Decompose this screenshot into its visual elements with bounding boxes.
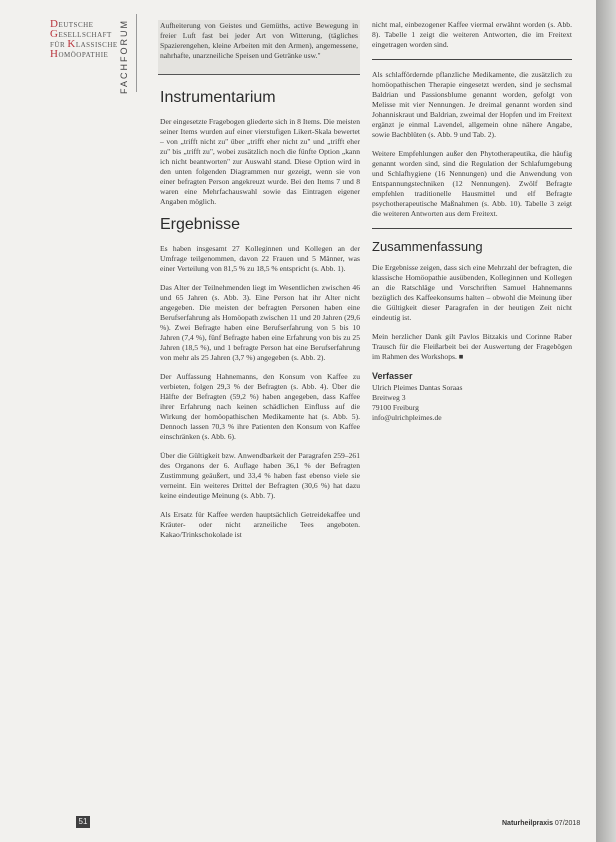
section-rubric: FACHFORUM (119, 19, 129, 94)
paragraph-acknowledgement: Mein herzlicher Dank gilt Pavlos Bitzakis und Corinne Raber Trausch für die Fleißarbeit bei der Auswertung der Fragebögen im Rahmen des Workshops. ■ (372, 332, 572, 361)
author-name: Ulrich Pleimes Dantas Soraas (372, 383, 463, 392)
horizontal-rule (372, 228, 572, 229)
column-left (160, 20, 360, 549)
scan-edge (596, 0, 616, 842)
vertical-divider (136, 14, 137, 92)
logo-initial-h: H (50, 48, 59, 60)
logo-line-3: LASSISCHE (75, 41, 118, 49)
page-number: 51 (76, 816, 90, 828)
author-email[interactable]: info@ulrichpleimes.de (372, 413, 442, 422)
logo-line-4: OMÖOPATHIE (58, 51, 109, 59)
logo-line-3-prefix: FÜR (50, 41, 68, 49)
logo-line-1: EUTSCHE (58, 21, 94, 29)
paragraph-right-1: nicht mal, einbezogener Kaffee viermal erwähnt worden (s. Abb. 8). Tabelle 1 zeigt die weiteren Antworten, die im Freitext eingetragen worden sind. (372, 20, 572, 49)
paragraph-ergebnisse-5: Als Ersatz für Kaffee werden hauptsächlich Getreidekaffee und Kräuter- oder nicht arzneiliche Tees angeboten. Kakao/Trinkschokolade ist (160, 510, 360, 539)
paragraph-right-3: Weitere Empfehlungen außer den Phytotherapeutika, die häufig genannt worden sind, sind die Regulation der Schlafumgebung und Schlafhygiene (16 Nennungen) und die Anwendung von Entspannungstechniken (12 Nennungen). Zwölf Befragte empfehlen traditionelle Hausmittel und elf Befragte psychotherapeutische Maßnahmen (s. Abb. 10). Tabelle 3 zeigt die weiteren Antworten aus dem Freitext. (372, 149, 572, 218)
logo-line-2: ESELLSCHAFT (58, 31, 112, 39)
logo-initial-k: K (67, 38, 76, 50)
author-heading: Verfasser (372, 371, 413, 381)
paragraph-zusammenfassung: Die Ergebnisse zeigen, dass sich eine Mehrzahl der befragten, die klassische Homöopathie ausübenden, Kolleginnen und Kollegen an die Ratschläge und Vorschriften Samuel Hahnemanns bezüglich des Kaffeekonsums halten – obwohl die Meinung über die Gültigkeit dieser Paragrafen in der heutigen Zeit nicht eindeutig ist. (372, 263, 572, 322)
author-address (372, 383, 572, 423)
paragraph-ergebnisse-2: Das Alter der Teilnehmenden liegt im Wesentlichen zwischen 46 und 65 Jahren (s. Abb. 3). Eine Person hat ihr Alter nicht angegeben. Die meisten der befragten Personen haben eine Berufserfahrung als Homöopath zwischen 11 und 20 Jahren (29,6 %). Zwei Befragte haben eine Berufserfahrung von 5 bis 10 Jahren (7,4 %), fünf Befragte haben eine Erfahrung von bis zu 25 Jahren (18,5 %), und 1 befragte Person hat eine Berufserfahrung von mehr als 25 Jahren (3,7 %) angegeben (s. Abb. 2). (160, 283, 360, 362)
heading-ergebnisse: Ergebnisse (160, 216, 241, 233)
heading-instrumentarium: Instrumentarium (160, 89, 276, 106)
heading-zusammenfassung: Zusammenfassung (372, 239, 483, 254)
quote-box (158, 20, 360, 75)
paragraph-ergebnisse-1: Es haben insgesamt 27 Kolleginnen und Kollegen an der Umfrage teilgenommen, davon 22 Frauen und 5 Männer, was einer Verteilung von 81,5 % zu 18,5 % entspricht (s. Abb. 1). (160, 244, 360, 273)
paragraph-ergebnisse-4: Über die Gültigkeit bzw. Anwendbarkeit der Paragrafen 259–261 des Organons der 6. Auflage haben 36,1 % der Befragten Zustimmung geäußert, und 33,4 % haben fast ebenso viele sie verneint. Ein weiteres Drittel der Befragten (30,6 %) hat dazu keine eindeutige Meinung (s. Abb. 7). (160, 451, 360, 500)
paragraph-right-2: Als schlaffördernde pflanzliche Medikamente, die zusätzlich zu homöopathischen Therapie eingesetzt werden, sind je sechsmal Baldrian und Passionsblume genannt worden, gefolgt von Melisse mit vier Nennungen. Je dreimal genannt worden sind Johanniskraut und Baldrian, zweimal der Hopfen und im Freitext ergänzt je einmal Lavendel, allgemein ohne nähere Angabe, sowie Bachblüten (s. Abb. 9 und Tab. 2). (372, 70, 572, 139)
journal-name: Naturheilpraxis (502, 820, 553, 827)
society-logo (50, 20, 120, 90)
logo-initial-g: G (50, 28, 59, 40)
journal-issue: 07/2018 (552, 820, 581, 827)
author-street: Breitweg 3 (372, 393, 406, 402)
horizontal-rule (372, 59, 572, 60)
quote-text: Aufheiterung von Geistes und Gemüths, active Bewegung in freier Luft fast bei jeder Art von Witterung, (tägliches Spazierengehen, kleine Arbeiten mit den Armen), angemessene, nahrhafte, unarzneiliche Speisen und Getränke usw." (160, 21, 358, 60)
paragraph-ergebnisse-3: Der Auffassung Hahnemanns, den Konsum von Kaffee zu verbieten, folgen 29,3 % der Befragten (s. Abb. 4). Über die Hälfte der Befragten (59,2 %) haben angegeben, dass Kaffee ihrer Erfahrung nach keinen schädlichen Einfluss auf die Wirkung der homöopathischen Medikamente hat (s. Abb. 5). Dennoch lassen 70,3 % ihre Patienten den Konsum von Kaffee einschränken (s. Abb. 6). (160, 372, 360, 441)
journal-footer (502, 820, 580, 827)
logo-initial-d: D (50, 18, 59, 30)
paragraph-instrumentarium: Der eingesetzte Fragebogen gliederte sich in 8 Items. Die meisten seiner Items wurden auf einer vierstufigen Likert-Skala bewertet – von „trifft nicht zu" über „trifft eher nicht zu" und „trifft eher zu" bis „trifft zu", wobei zusätzlich noch die fünfte Option „kann ich nicht beantworten" zur Auswahl stand. Diese Option wird in den unten folgenden Diagrammen nur gezeigt, wenn sie von einer befragten Person angekreuzt wurde. Bei den Items 7 und 8 waren eine Mehrfachauswahl sowie das Eintragen eigener Angaben möglich. (160, 117, 360, 206)
column-right (372, 20, 572, 423)
author-city: 79100 Freiburg (372, 403, 419, 412)
